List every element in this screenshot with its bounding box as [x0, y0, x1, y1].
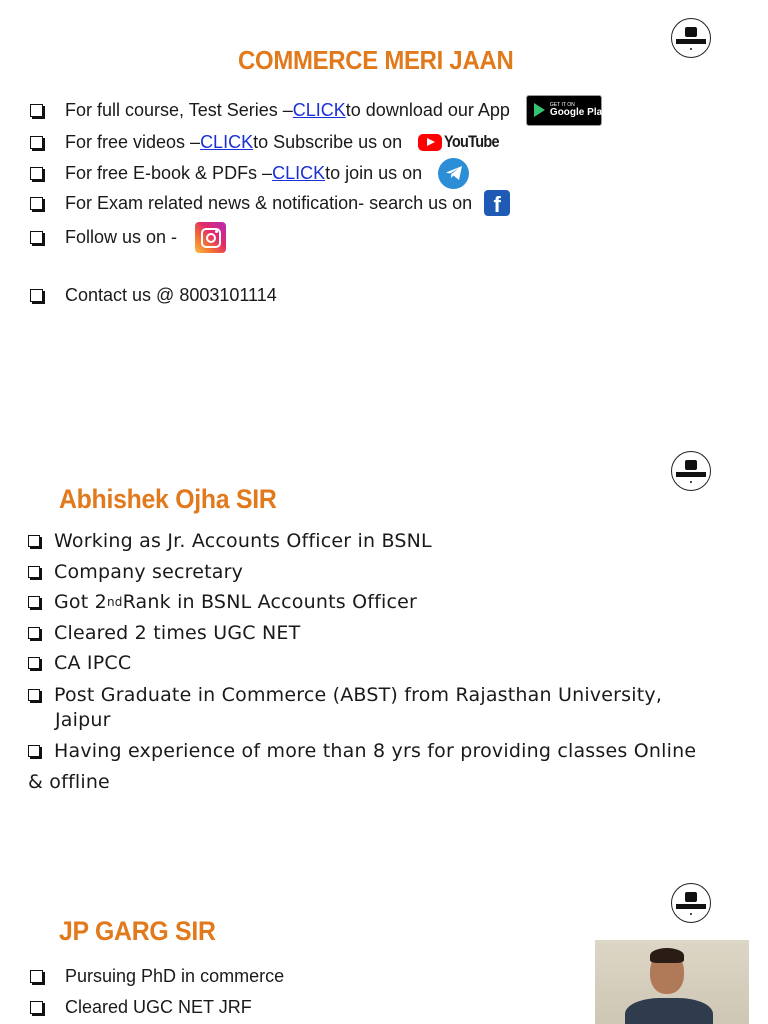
link-text-after: to join us on [325, 162, 423, 183]
instagram-icon[interactable] [195, 222, 226, 253]
logo-dot [690, 481, 692, 483]
list-item [30, 128, 509, 156]
point-text: Pursuing PhD in commerce [65, 965, 285, 986]
link-text-before: Follow us on - [65, 226, 178, 247]
logo-cup-icon [685, 460, 697, 470]
logo-cup-icon [685, 27, 697, 37]
link-text-after: to Subscribe us on [253, 131, 403, 152]
youtube-logo[interactable] [418, 132, 509, 152]
checkbox-icon [30, 1001, 43, 1014]
google-play-badge[interactable] [526, 95, 608, 126]
list-item [28, 591, 417, 613]
photo-hair [650, 948, 684, 963]
link-text-before: For free videos – [65, 131, 201, 152]
brand-logo [671, 883, 711, 923]
logo-dot [690, 913, 692, 915]
checkbox-icon [28, 535, 40, 547]
checkbox-icon [30, 231, 43, 244]
checkbox-icon [28, 745, 40, 757]
list-item-continuation [28, 771, 110, 793]
list-item [28, 740, 696, 762]
facebook-icon[interactable]: f [484, 190, 510, 216]
link-text-before: For full course, Test Series – [65, 99, 293, 120]
link-text-before: For free E-book & PDFs – [65, 162, 273, 183]
list-item [30, 96, 608, 124]
youtube-wordmark: YouTube [444, 132, 500, 151]
play-triangle-icon [534, 103, 545, 117]
teacher-photo [595, 940, 749, 1024]
point-text: Having experience of more than 8 yrs for providing classes Online [54, 740, 697, 762]
checkbox-icon [28, 657, 40, 669]
ordinal-suffix: nd [106, 595, 123, 609]
list-item [30, 963, 284, 989]
point-text: Company secretary [54, 561, 244, 583]
photo-body [625, 998, 713, 1024]
link-text-before: For Exam related news & notification- search us on [65, 192, 473, 213]
point-text: & offline [28, 771, 110, 793]
brand-logo [671, 451, 711, 491]
logo-band [676, 904, 706, 909]
teacher-name: Abhishek Ojha SIR [59, 484, 277, 514]
logo-band [676, 39, 706, 44]
list-item [28, 561, 243, 583]
list-item [30, 282, 277, 308]
point-text: Cleared UGC NET JRF [65, 996, 252, 1017]
checkbox-icon [30, 289, 43, 302]
point-text: Post Graduate in Commerce (ABST) from Rajasthan University, [54, 684, 663, 706]
point-text: Got 2 [54, 591, 107, 613]
link-text-after: to download our App [345, 99, 510, 120]
logo-dot [690, 48, 692, 50]
point-text: Working as Jr. Accounts Officer in BSNL [54, 530, 432, 552]
brand-logo [671, 18, 711, 58]
point-text: Cleared 2 times UGC NET [54, 622, 301, 644]
point-text: Jaipur [55, 709, 111, 731]
list-item [28, 530, 432, 552]
list-item [28, 622, 300, 644]
list-item [30, 157, 469, 189]
telegram-join-link[interactable]: CLICK [272, 162, 326, 183]
list-item [30, 189, 510, 217]
gp-small-text: GET IT ON [549, 101, 575, 108]
list-item [28, 652, 131, 674]
checkbox-icon [28, 627, 40, 639]
checkbox-icon [28, 566, 40, 578]
logo-band [676, 472, 706, 477]
list-item-continuation [55, 709, 111, 731]
gp-big-text: Google Play [549, 106, 608, 118]
checkbox-icon [30, 136, 43, 149]
logo-cup-icon [685, 892, 697, 902]
checkbox-icon [28, 596, 40, 608]
list-item [30, 994, 252, 1020]
teacher-name: JP GARG SIR [59, 916, 216, 946]
contact-text: Contact us @ 8003101114 [65, 284, 277, 305]
list-item [30, 220, 226, 254]
telegram-icon[interactable] [438, 158, 469, 189]
point-text: Rank in BSNL Accounts Officer [122, 591, 418, 613]
youtube-play-icon [418, 134, 442, 151]
checkbox-icon [30, 104, 43, 117]
checkbox-icon [30, 167, 43, 180]
checkbox-icon [30, 197, 43, 210]
list-item [28, 684, 662, 706]
point-text: CA IPCC [54, 652, 132, 674]
checkbox-icon [28, 689, 40, 701]
checkbox-icon [30, 970, 43, 983]
app-download-link[interactable]: CLICK [292, 99, 346, 120]
brand-title: COMMERCE MERI JAAN [238, 45, 514, 75]
youtube-subscribe-link[interactable]: CLICK [200, 131, 254, 152]
